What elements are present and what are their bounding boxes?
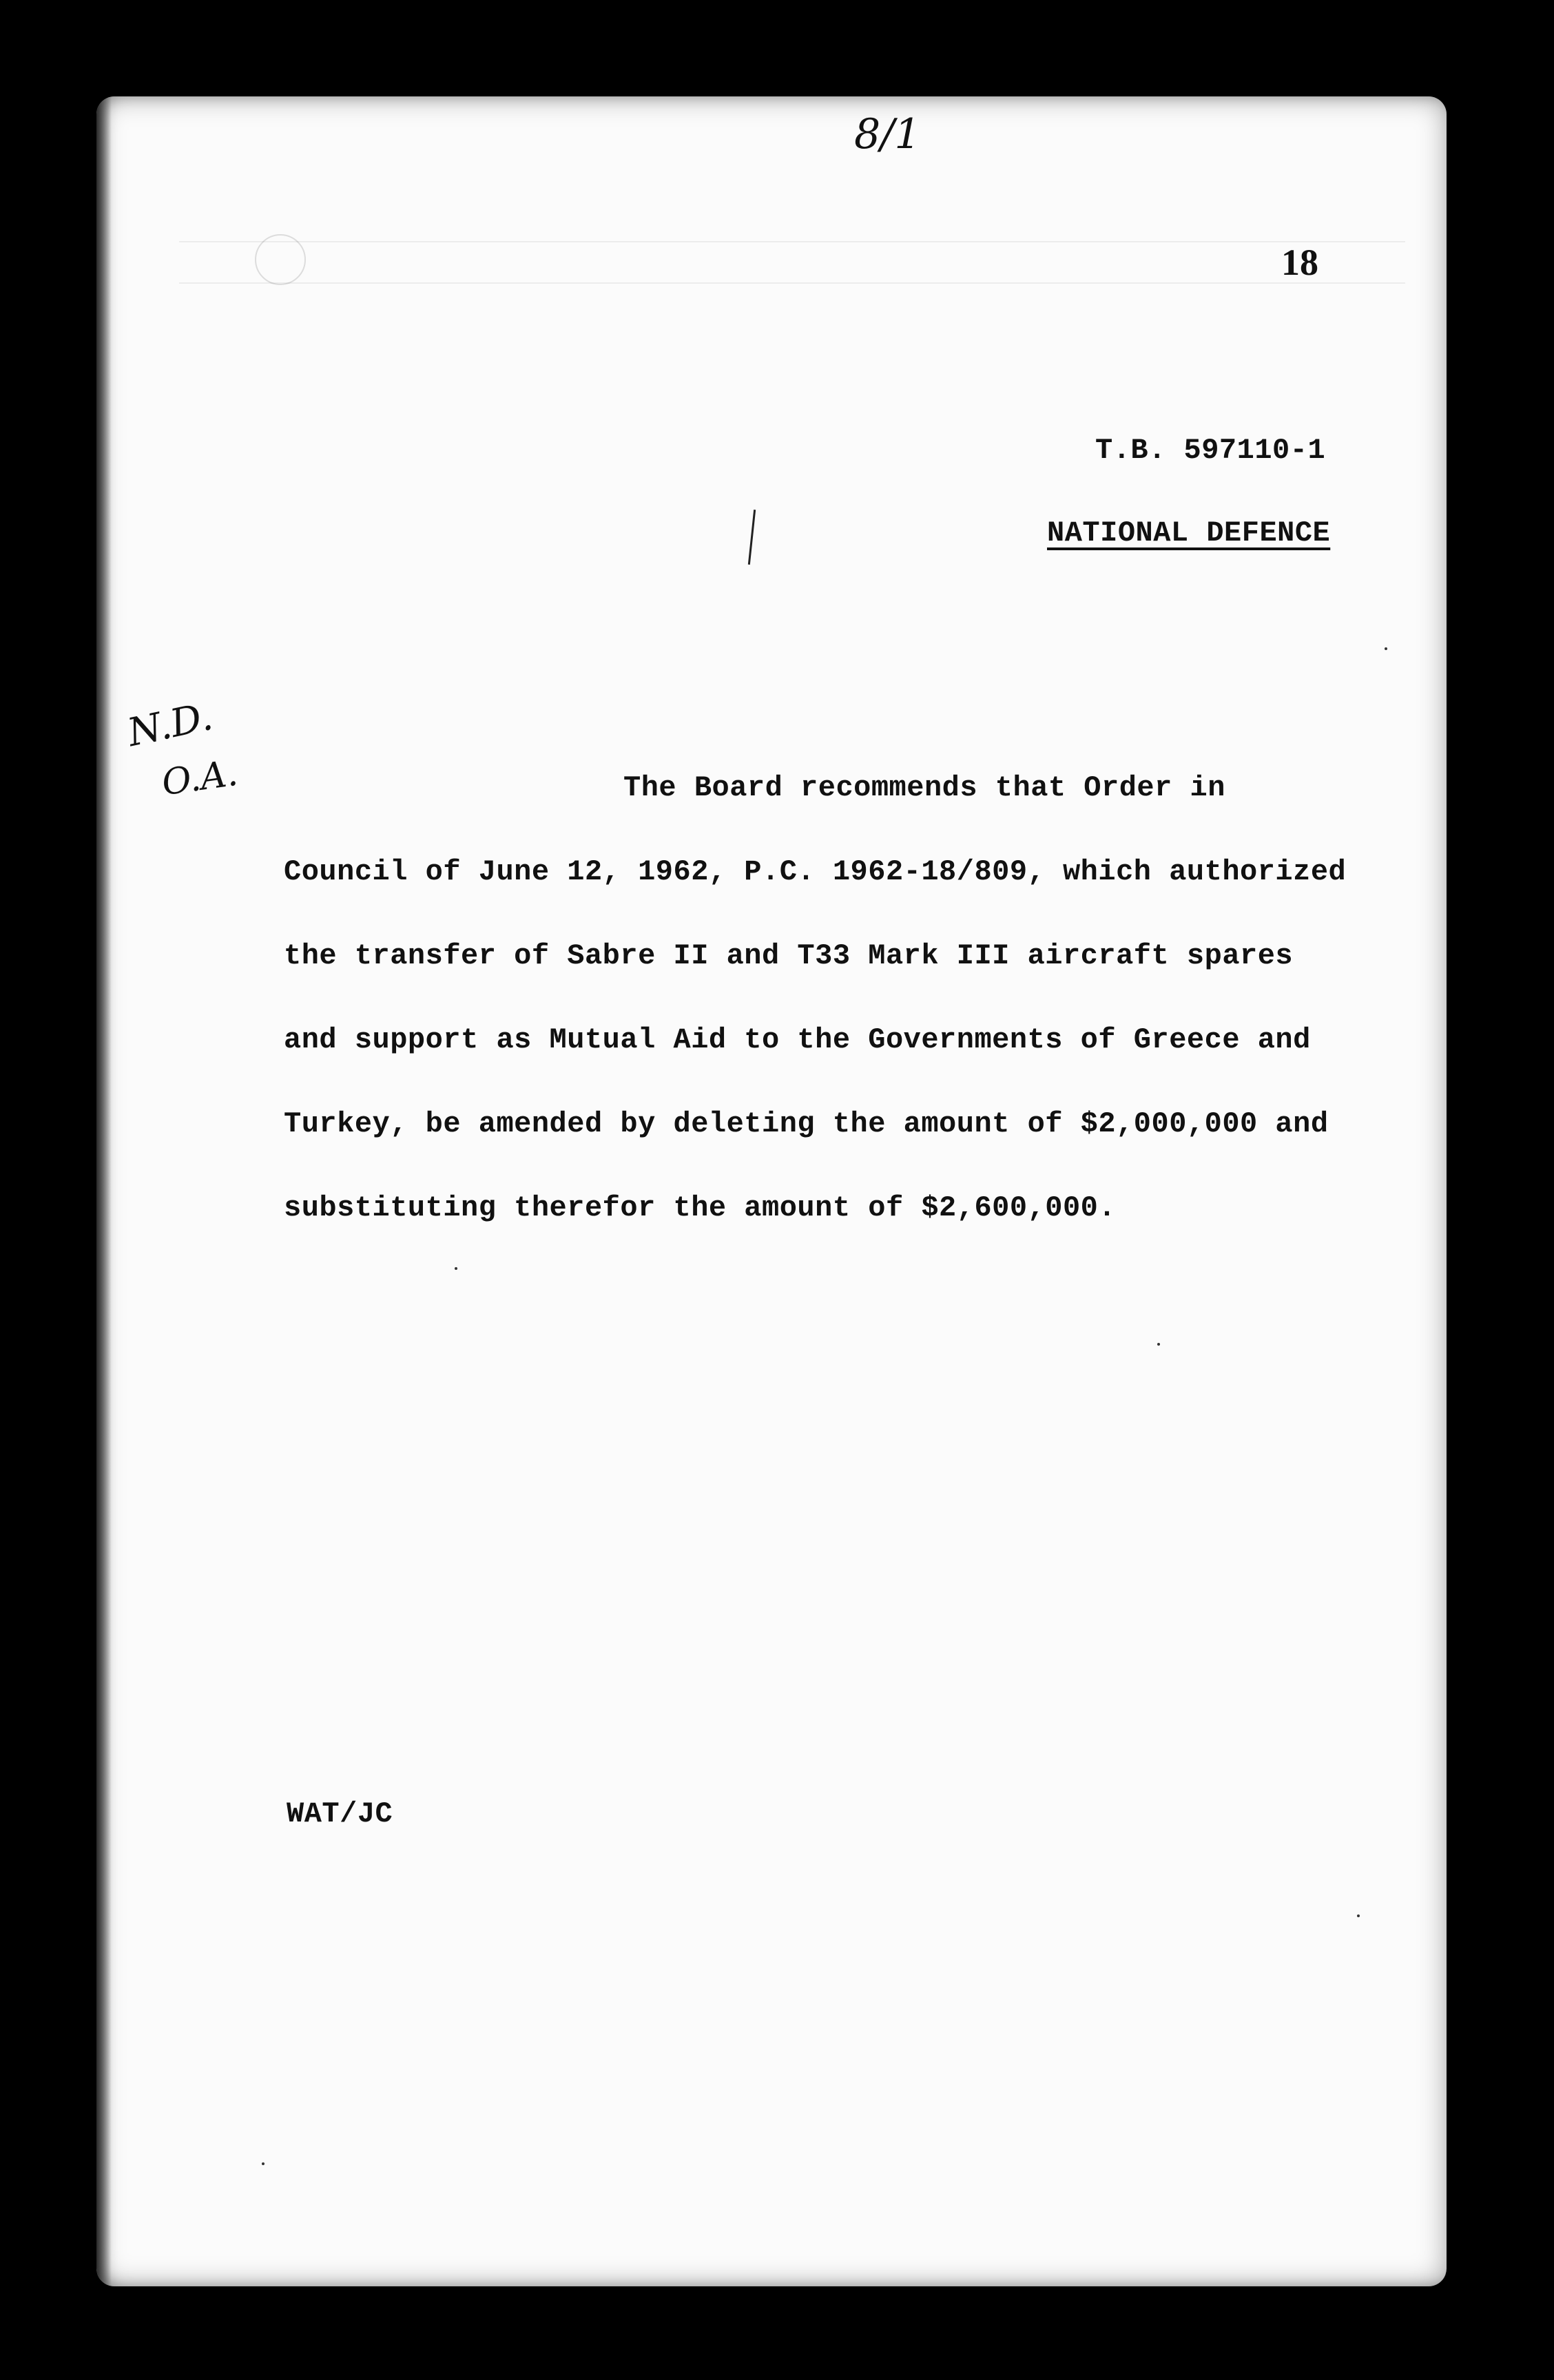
dust-speck xyxy=(1357,1914,1360,1917)
body-line: Turkey, be amended by deleting the amount of $2,000,000 and xyxy=(284,1107,1329,1140)
body-line: The Board recommends that Order in xyxy=(623,771,1225,804)
body-line: and support as Mutual Aid to the Governments of Greece and xyxy=(284,1023,1311,1056)
dust-speck xyxy=(1157,1343,1160,1346)
faint-rule xyxy=(179,282,1405,284)
dust-speck xyxy=(1385,647,1387,650)
handwritten-folio: 8/1 xyxy=(854,110,921,158)
body-line: Council of June 12, 1962, P.C. 1962-18/809, which authorized xyxy=(284,855,1347,888)
typist-initials: WAT/JC xyxy=(287,1797,393,1830)
department-heading: NATIONAL DEFENCE xyxy=(1047,516,1331,550)
faint-rule xyxy=(179,241,1405,242)
body-line: the transfer of Sabre II and T33 Mark III aircraft spares xyxy=(284,939,1294,972)
page-left-edge-shadow xyxy=(96,96,112,2286)
punch-hole xyxy=(255,234,306,285)
page-number: 18 xyxy=(1281,242,1318,283)
dust-speck xyxy=(262,2162,265,2165)
dust-speck xyxy=(455,1267,457,1270)
handwritten-margin-note-2: O.A. xyxy=(159,752,240,804)
pencil-tick-mark xyxy=(748,510,756,565)
body-line: substituting therefor the amount of $2,600,000. xyxy=(284,1191,1117,1224)
document-page xyxy=(96,96,1447,2286)
handwritten-margin-note-1: N.D. xyxy=(123,693,217,756)
reference-number: T.B. 597110-1 xyxy=(1095,434,1326,467)
